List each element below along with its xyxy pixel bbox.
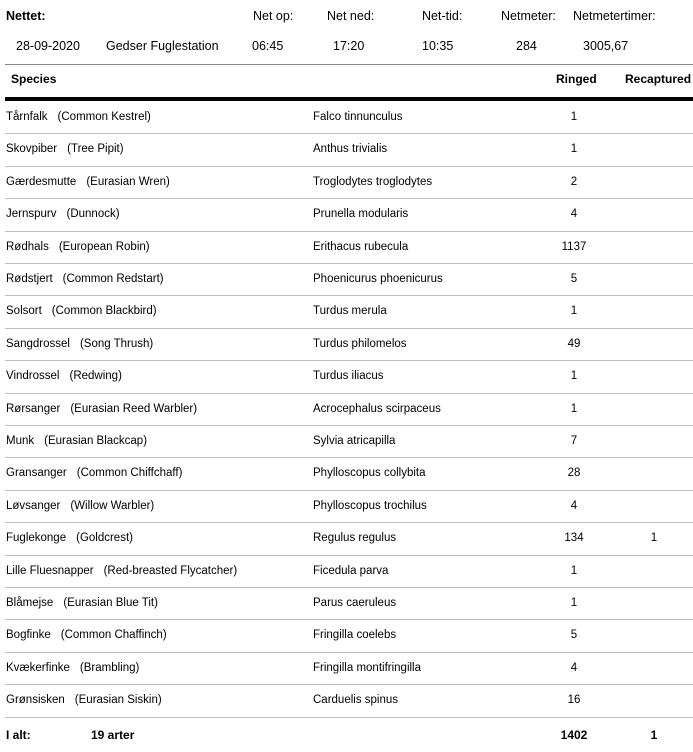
scientific-name: Fringilla montifringilla bbox=[313, 661, 422, 674]
english-name: (Common Redstart) bbox=[62, 273, 164, 285]
scientific-name: Prunella modularis bbox=[313, 208, 409, 221]
scientific-name: Turdus philomelos bbox=[313, 337, 407, 350]
scientific-name: Erithacus rubecula bbox=[313, 240, 409, 253]
species-name bbox=[6, 338, 153, 350]
english-name: (Common Blackbird) bbox=[51, 305, 157, 318]
netmetertimer-label: Netmetertimer: bbox=[573, 9, 656, 23]
ringed-count: 1 bbox=[570, 597, 578, 609]
species-name bbox=[6, 208, 120, 220]
species-name bbox=[6, 273, 164, 285]
danish-name: Solsort bbox=[6, 305, 42, 318]
table-row bbox=[0, 361, 693, 393]
table-row bbox=[0, 620, 693, 652]
table-row bbox=[0, 199, 693, 231]
ringed-count: 1 bbox=[570, 370, 578, 383]
column-header-species: Species bbox=[11, 72, 57, 86]
species-name bbox=[6, 662, 139, 674]
table-row bbox=[0, 264, 693, 296]
table-row bbox=[0, 296, 693, 328]
english-name: (Song Thrush) bbox=[79, 337, 154, 350]
english-name: (Goldcrest) bbox=[76, 532, 133, 545]
ringed-count: 5 bbox=[570, 273, 578, 285]
ringed-count: 2 bbox=[570, 175, 578, 188]
ringed-count: 16 bbox=[567, 694, 581, 707]
species-name bbox=[6, 176, 170, 188]
total-recaptured: 1 bbox=[650, 728, 658, 742]
species-name bbox=[6, 532, 133, 544]
species-name bbox=[6, 370, 122, 382]
danish-name: Grønsisken bbox=[6, 694, 65, 707]
column-header-ringed: Ringed bbox=[556, 72, 597, 86]
species-name bbox=[6, 565, 237, 577]
ringed-count: 1137 bbox=[561, 240, 587, 253]
danish-name: Rørsanger bbox=[6, 402, 61, 415]
net-ned-value: 17:20 bbox=[333, 39, 365, 53]
scientific-name: Parus caeruleus bbox=[313, 597, 397, 609]
net-op-value: 06:45 bbox=[252, 39, 284, 53]
scientific-name: Phylloscopus trochilus bbox=[313, 499, 427, 512]
net-op-label: Net op: bbox=[253, 9, 294, 23]
english-name: (Red-breasted Flycatcher) bbox=[103, 564, 238, 577]
english-name: (European Robin) bbox=[58, 240, 150, 253]
scientific-name: Turdus iliacus bbox=[313, 370, 384, 383]
english-name: (Common Kestrel) bbox=[57, 111, 151, 123]
date-value: 28-09-2020 bbox=[16, 39, 80, 53]
table-row bbox=[0, 167, 693, 199]
table-row bbox=[0, 653, 693, 685]
scientific-name: Phoenicurus phoenicurus bbox=[313, 273, 443, 285]
danish-name: Fuglekonge bbox=[6, 532, 67, 545]
english-name: (Willow Warbler) bbox=[70, 499, 155, 512]
species-name bbox=[6, 403, 197, 415]
english-name: (Eurasian Wren) bbox=[86, 175, 170, 188]
danish-name: Bogfinke bbox=[6, 629, 51, 642]
danish-name: Vindrossel bbox=[6, 370, 60, 383]
ringed-count: 134 bbox=[564, 532, 584, 545]
danish-name: Gærdesmutte bbox=[6, 175, 77, 188]
english-name: (Brambling) bbox=[79, 661, 140, 674]
english-name: (Common Chiffchaff) bbox=[76, 467, 183, 480]
netmetertimer-value: 3005,67 bbox=[583, 39, 629, 53]
table-header-rule bbox=[5, 97, 693, 101]
danish-name: Blåmejse bbox=[6, 597, 54, 609]
danish-name: Tårnfalk bbox=[6, 111, 48, 123]
netmeter-value: 284 bbox=[516, 39, 537, 53]
ringed-count: 28 bbox=[567, 467, 581, 480]
ringed-count: 4 bbox=[570, 499, 578, 512]
scientific-name: Troglodytes troglodytes bbox=[313, 175, 433, 188]
scientific-name: Ficedula parva bbox=[313, 564, 389, 577]
english-name: (Eurasian Siskin) bbox=[74, 694, 162, 707]
total-ringed: 1402 bbox=[560, 728, 588, 742]
species-name bbox=[6, 629, 167, 641]
net-tid-value: 10:35 bbox=[422, 39, 454, 53]
table-row bbox=[0, 426, 693, 458]
danish-name: Munk bbox=[6, 435, 35, 447]
ringed-count: 1 bbox=[570, 143, 578, 156]
scientific-name: Phylloscopus collybita bbox=[313, 467, 426, 480]
net-tid-label: Net-tid: bbox=[422, 9, 463, 23]
ringed-count: 7 bbox=[570, 435, 578, 447]
ringed-count: 49 bbox=[567, 337, 581, 350]
english-name: (Redwing) bbox=[69, 370, 122, 383]
scientific-name: Sylvia atricapilla bbox=[313, 435, 396, 447]
danish-name: Rødstjert bbox=[6, 273, 53, 285]
ringed-count: 1 bbox=[570, 111, 578, 123]
net-ned-label: Net ned: bbox=[327, 9, 375, 23]
table-row bbox=[0, 232, 693, 264]
english-name: (Eurasian Blue Tit) bbox=[63, 597, 158, 609]
scientific-name: Acrocephalus scirpaceus bbox=[313, 402, 441, 415]
danish-name: Kvækerfinke bbox=[6, 661, 70, 674]
species-name bbox=[6, 143, 124, 155]
scientific-name: Anthus trivialis bbox=[313, 143, 388, 156]
ringed-count: 5 bbox=[570, 629, 578, 642]
scientific-name: Falco tinnunculus bbox=[313, 111, 403, 123]
table-row bbox=[0, 134, 693, 166]
ringed-count: 1 bbox=[570, 564, 578, 577]
table-row bbox=[0, 102, 693, 134]
table-row bbox=[0, 588, 693, 620]
row-divider bbox=[5, 717, 693, 718]
column-header-recaptured: Recaptured bbox=[625, 72, 692, 86]
total-species-count: 19 arter bbox=[91, 728, 135, 742]
table-row bbox=[0, 329, 693, 361]
table-row bbox=[0, 556, 693, 588]
station-name: Gedser Fuglestation bbox=[106, 39, 219, 53]
english-name: (Common Chaffinch) bbox=[60, 629, 167, 642]
english-name: (Tree Pipit) bbox=[67, 143, 124, 156]
species-name bbox=[6, 694, 162, 706]
species-name bbox=[6, 435, 147, 447]
danish-name: Lille Fluesnapper bbox=[6, 564, 94, 577]
danish-name: Skovpiber bbox=[6, 143, 58, 156]
danish-name: Jernspurv bbox=[6, 208, 57, 221]
species-name bbox=[6, 500, 154, 512]
scientific-name: Regulus regulus bbox=[313, 532, 397, 545]
ringed-count: 1 bbox=[570, 402, 578, 415]
species-name bbox=[6, 597, 158, 609]
total-label: I alt: bbox=[6, 728, 31, 742]
species-name bbox=[6, 111, 151, 123]
scientific-name: Turdus merula bbox=[313, 305, 387, 318]
species-name bbox=[6, 305, 157, 317]
table-row bbox=[0, 685, 693, 717]
english-name: (Eurasian Reed Warbler) bbox=[70, 402, 198, 415]
english-name: (Eurasian Blackcap) bbox=[44, 435, 148, 447]
recaptured-count: 1 bbox=[650, 532, 658, 545]
nettet-label: Nettet: bbox=[6, 9, 46, 23]
ringed-count: 4 bbox=[570, 208, 578, 221]
table-row bbox=[0, 458, 693, 490]
netmeter-label: Netmeter: bbox=[501, 9, 556, 23]
header-divider bbox=[5, 64, 693, 65]
danish-name: Rødhals bbox=[6, 240, 49, 253]
scientific-name: Carduelis spinus bbox=[313, 694, 399, 707]
species-name bbox=[6, 467, 182, 479]
table-row bbox=[0, 394, 693, 426]
danish-name: Sangdrossel bbox=[6, 337, 70, 350]
english-name: (Dunnock) bbox=[66, 208, 120, 221]
ringed-count: 4 bbox=[570, 661, 578, 674]
table-row bbox=[0, 523, 693, 555]
danish-name: Gransanger bbox=[6, 467, 67, 480]
danish-name: Løvsanger bbox=[6, 499, 61, 512]
species-name bbox=[6, 241, 150, 253]
table-row bbox=[0, 491, 693, 523]
ringed-count: 1 bbox=[570, 305, 578, 318]
scientific-name: Fringilla coelebs bbox=[313, 629, 397, 642]
